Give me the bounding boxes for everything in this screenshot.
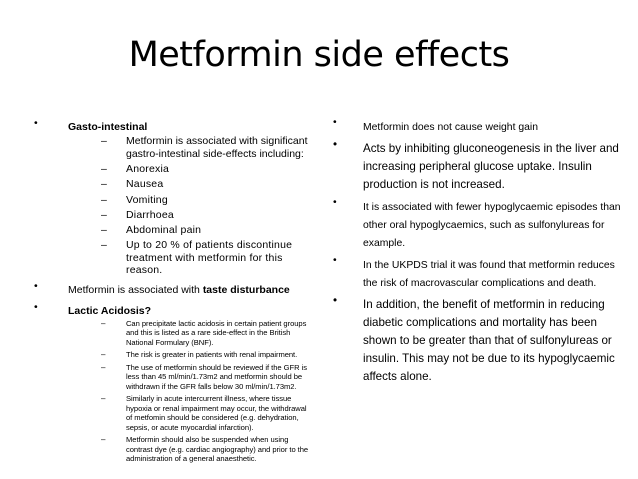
list-item: • In the UKPDS trial it was found that metformin reduces the risk of macrovascular complications and death. (333, 255, 615, 289)
list-item: • Metformin does not cause weight gain (333, 117, 539, 133)
list-item: • In addition, the benefit of metformin in reducing diabetic complications and mortality has been shown to be greater than that of sulfonylureas or insulin. This may not be due to its hypoglycaemic affects alone. (333, 294, 615, 383)
bullet-lactic-acidosis: • Lactic Acidosis? – Can precipitate lactic acidosis in certain patient groups and this is listed as a rare side-effect in the British National Formulary (BNF). – The risk is greater in patients with renal impairment. – The use of metformin should be reviewed if the GFR is less than 45 ml/min/1.73m2 and metformin should be withdrawn if the GFR falls below 30 ml/min/1.73m2. – Similarly in acute intercurrent illness, where tissue hypoxia or renal impairment may occur, the withdrawal of metfomin should be considered (e.g. dehydration, sepsis, or acute myocardial infarction). – Metformin should also be suspended when using contrast dye (e.g. cardiac angiography) and prior to the administration of a general anaesthetic. (32, 301, 312, 464)
list-item: – The risk is greater in patients with renal impairment. (101, 350, 298, 360)
list-item: • It is associated with fewer hypoglycaemic episodes than other oral hypoglycaemics, such as sulfonylureas for example. (333, 197, 621, 249)
list-item: – Metformin should also be suspended when using contrast dye (e.g. cardiac angiography) and prior to the administration of a general anaesthetic. (101, 435, 309, 464)
list-item: – Vomiting (101, 193, 168, 206)
list-item: – Metformin is associated with significant gastro-intestinal side-effects including: (101, 135, 308, 160)
list-item: – Up to 20 % of patients discontinue treatment with metformin for this reason. (101, 239, 293, 277)
gi-heading: Gasto-intestinal (68, 121, 148, 133)
taste-prefix: Metformin is associated with (68, 283, 203, 296)
list-item: – Diarrhoea (101, 208, 174, 221)
list-item: • Acts by inhibiting gluconeogenesis in the liver and increasing peripheral glucose uptake. Insulin production is not increased. (333, 138, 619, 191)
list-item: – Nausea (101, 178, 164, 191)
slide-title: Metformin side effects (128, 35, 510, 75)
list-item: – Can precipitate lactic acidosis in certain patient groups and this is listed as a rare side-effect in the British National Formulary (BNF). (101, 318, 307, 347)
list-item: – Similarly in acute intercurrent illness, where tissue hypoxia or renal impairment may occur, the withdrawal of metfomin should be considered (e.g. dehydration, sepsis, or acute myocardial infarction). (101, 394, 307, 432)
lactic-heading: Lactic Acidosis? (68, 304, 152, 317)
list-item: – Abdominal pain (101, 224, 202, 237)
left-column (32, 117, 312, 467)
gi-sublist (100, 135, 312, 277)
list-item: – The use of metformin should be reviewed if the GFR is less than 45 ml/min/1.73m2 and metformin should be withdrawn if the GFR falls below 30 ml/min/1.73m2. (101, 362, 307, 391)
taste-bold: taste disturbance (202, 283, 290, 296)
bullet-taste-disturbance: • Metformin is associated with taste disturbance (34, 279, 290, 296)
lactic-sublist (100, 319, 312, 464)
bullet-gastro-intestinal: • Gasto-intestinal – Metformin is associated with significant gastro-intestinal side-effects including: – Anorexia – Nausea – Vomiting – Diarrhoea – Abdominal pain – Up to 20 % of patients discontinue treatment with metformin for this reason. (32, 117, 312, 277)
list-item: – Anorexia (101, 163, 170, 175)
right-column (333, 117, 628, 389)
